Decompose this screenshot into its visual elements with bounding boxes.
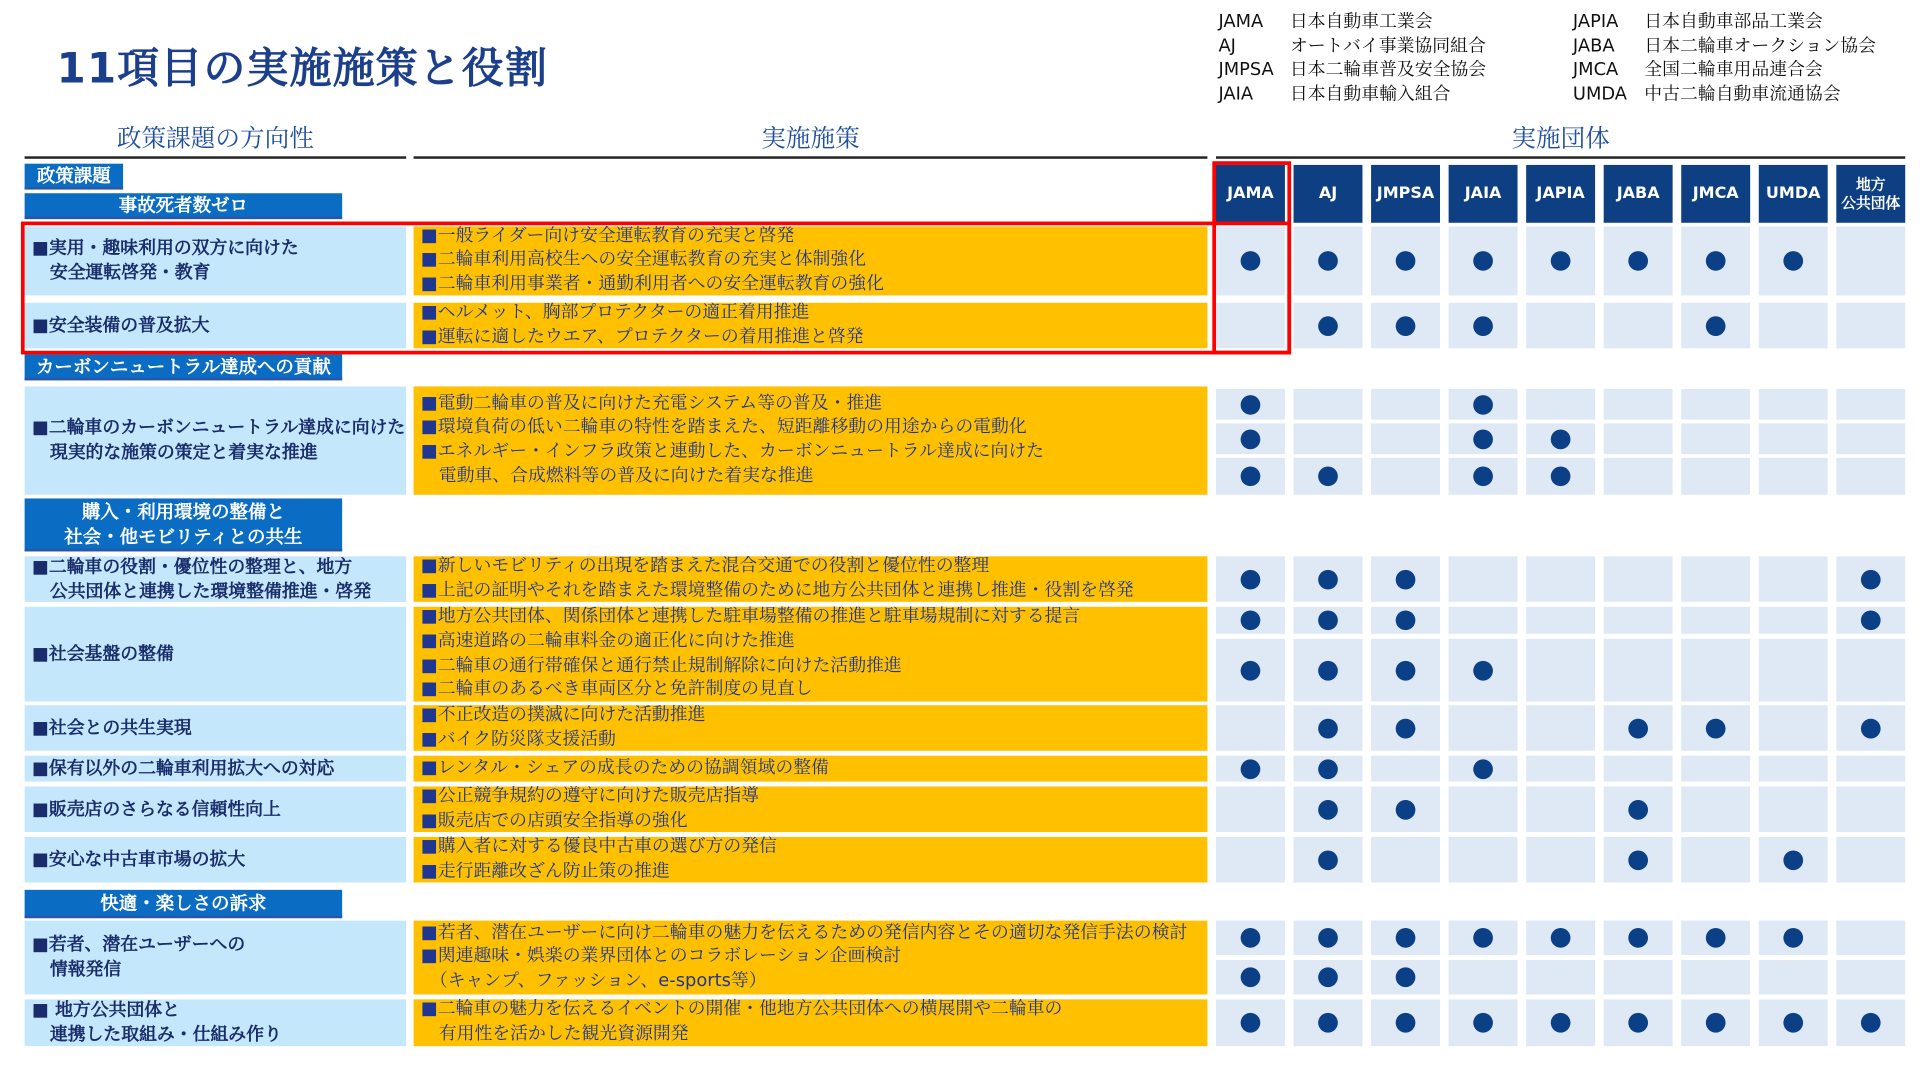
legend-name: 全国二輪車用品連合会 bbox=[1644, 60, 1823, 81]
participation-dot-icon bbox=[1473, 466, 1493, 486]
org-cell bbox=[1604, 837, 1673, 883]
org-cell bbox=[1371, 423, 1440, 454]
org-cell bbox=[1759, 921, 1828, 955]
measure-item: ■走行距離改ざん防止策の推進 bbox=[420, 860, 670, 881]
legend-name: 日本二輪車普及安全協会 bbox=[1289, 60, 1487, 81]
measures-cell bbox=[414, 226, 1208, 295]
participation-dot-icon bbox=[1318, 610, 1338, 630]
org-cell bbox=[1294, 423, 1363, 454]
org-cell bbox=[1836, 921, 1905, 955]
legend-item bbox=[1573, 59, 1876, 83]
org-cell bbox=[1294, 921, 1363, 955]
org-cell bbox=[1681, 458, 1750, 495]
participation-dot-icon bbox=[1783, 928, 1803, 948]
org-cell bbox=[1294, 705, 1363, 751]
org-cell bbox=[1836, 786, 1905, 832]
org-cell bbox=[1759, 226, 1828, 295]
legend-item bbox=[1218, 35, 1486, 59]
org-cell bbox=[1294, 389, 1363, 420]
measure-item: ■二輪車の魅力を伝えるイベントの開催・他地方公共団体への横展開や二輪車の 有用性を活かした観光資源開発 bbox=[420, 999, 1063, 1044]
divider bbox=[1216, 156, 1905, 158]
participation-dot-icon bbox=[1396, 569, 1416, 589]
measures-cell bbox=[414, 756, 1208, 782]
participation-dot-icon bbox=[1551, 928, 1571, 948]
org-cell bbox=[1759, 999, 1828, 1046]
measure-item: ■レンタル・シェアの成長のための協調領域の整備 bbox=[420, 757, 829, 778]
org-cell bbox=[1681, 607, 1750, 634]
divider bbox=[414, 156, 1208, 158]
org-cell bbox=[1681, 556, 1750, 602]
participation-dot-icon bbox=[1706, 316, 1726, 336]
org-header-jmca: JMCA bbox=[1681, 165, 1750, 223]
org-cell bbox=[1371, 837, 1440, 883]
legend-left bbox=[1218, 11, 1486, 107]
participation-dot-icon bbox=[1861, 610, 1881, 630]
participation-dot-icon bbox=[1628, 251, 1648, 271]
policy-row-label: ■販売店のさらなる信頼性向上 bbox=[25, 786, 407, 832]
participation-dot-icon bbox=[1396, 610, 1416, 630]
participation-dot-icon bbox=[1241, 759, 1261, 779]
legend-name: 日本自動車部品工業会 bbox=[1644, 12, 1823, 33]
legend-code: JMCA bbox=[1572, 60, 1619, 81]
org-cell bbox=[1371, 556, 1440, 602]
legend-item bbox=[1573, 11, 1876, 35]
org-cell bbox=[1681, 786, 1750, 832]
measure-item: ■関連趣味・娯楽の業界団体とのコラボレーション企画検討 （キャンプ、ファッション、e-sports等） bbox=[420, 946, 902, 991]
column-header-orgs: 実施団体 bbox=[1511, 123, 1610, 153]
org-cell bbox=[1449, 607, 1518, 634]
measures-cell bbox=[414, 607, 1208, 702]
org-cell bbox=[1836, 226, 1905, 295]
org-cell bbox=[1759, 837, 1828, 883]
org-cell bbox=[1604, 960, 1673, 994]
participation-dot-icon bbox=[1396, 1013, 1416, 1033]
participation-dot-icon bbox=[1783, 850, 1803, 870]
org-cell bbox=[1759, 458, 1828, 495]
participation-dot-icon bbox=[1241, 1013, 1261, 1033]
org-cell bbox=[1216, 458, 1285, 495]
measure-item: ■エネルギー・インフラ政策と連動した、カーボンニュートラル達成に向けた 電動車、合成燃料等の普及に向けた着実な推進 bbox=[420, 441, 1045, 486]
policy-row-label: ■安全装備の普及拡大 bbox=[25, 303, 407, 349]
participation-dot-icon bbox=[1396, 928, 1416, 948]
measure-item: ■環境負荷の低い二輪車の特性を踏まえた、短距離移動の用途からの電動化 bbox=[420, 417, 1027, 438]
org-cell bbox=[1836, 303, 1905, 349]
participation-dot-icon bbox=[1241, 251, 1261, 271]
org-cell bbox=[1294, 607, 1363, 634]
participation-dot-icon bbox=[1396, 251, 1416, 271]
org-cell bbox=[1836, 756, 1905, 782]
org-cell bbox=[1449, 389, 1518, 420]
org-cell bbox=[1681, 837, 1750, 883]
measure-item: ■上記の証明やそれを踏まえた環境整備のために地方公共団体と連携し推進・役割を啓発 bbox=[420, 580, 1134, 601]
org-cell bbox=[1759, 423, 1828, 454]
org-header-local-government: 地方 公共団体 bbox=[1836, 165, 1905, 223]
participation-dot-icon bbox=[1396, 967, 1416, 987]
org-cell bbox=[1449, 226, 1518, 295]
legend-item bbox=[1218, 11, 1486, 35]
legend-name: 日本自動車輸入組合 bbox=[1289, 84, 1451, 105]
org-cell bbox=[1836, 389, 1905, 420]
participation-dot-icon bbox=[1241, 569, 1261, 589]
org-cell bbox=[1526, 921, 1595, 955]
participation-dot-icon bbox=[1706, 1013, 1726, 1033]
legend-item bbox=[1218, 83, 1486, 107]
participation-dot-icon bbox=[1473, 251, 1493, 271]
participation-dot-icon bbox=[1318, 251, 1338, 271]
legend-code: JAIA bbox=[1218, 84, 1254, 105]
org-cell bbox=[1759, 556, 1828, 602]
org-cell bbox=[1371, 458, 1440, 495]
org-cell bbox=[1759, 303, 1828, 349]
policy-row-label: ■二輪車のカーボンニュートラル達成に向けた 現実的な施策の策定と着実な推進 bbox=[25, 386, 407, 494]
org-cell bbox=[1449, 423, 1518, 454]
org-cell bbox=[1604, 705, 1673, 751]
org-cell bbox=[1681, 423, 1750, 454]
measures-cell bbox=[414, 386, 1208, 494]
measure-item: ■地方公共団体、関係団体と連携した駐車場整備の推進と駐車場規制に対する提言 bbox=[420, 607, 1081, 627]
org-cell bbox=[1294, 458, 1363, 495]
org-cell bbox=[1371, 960, 1440, 994]
org-cell bbox=[1836, 960, 1905, 994]
column-header-measures: 実施施策 bbox=[761, 123, 860, 153]
participation-dot-icon bbox=[1396, 660, 1416, 680]
org-cell bbox=[1371, 226, 1440, 295]
org-cell bbox=[1371, 607, 1440, 634]
participation-dot-icon bbox=[1706, 718, 1726, 738]
participation-dot-icon bbox=[1396, 718, 1416, 738]
participation-dot-icon bbox=[1318, 466, 1338, 486]
policy-row-label: ■二輪車の役割・優位性の整理と、地方 公共団体と連携した環境整備推進・啓発 bbox=[25, 556, 407, 602]
org-cell bbox=[1294, 639, 1363, 702]
org-cell bbox=[1759, 960, 1828, 994]
org-cell bbox=[1759, 639, 1828, 702]
participation-dot-icon bbox=[1551, 251, 1571, 271]
measure-item: ■運転に適したウエア、プロテクターの着用推進と啓発 bbox=[420, 326, 864, 347]
measure-item: ■公正競争規約の遵守に向けた販売店指導 bbox=[420, 786, 760, 807]
org-cell bbox=[1759, 389, 1828, 420]
org-cell bbox=[1371, 921, 1440, 955]
org-cell bbox=[1604, 756, 1673, 782]
org-cell bbox=[1526, 389, 1595, 420]
org-cell bbox=[1294, 556, 1363, 602]
participation-dot-icon bbox=[1318, 799, 1338, 819]
org-cell bbox=[1604, 556, 1673, 602]
measure-item: ■一般ライダー向け安全運転教育の充実と啓発 bbox=[420, 225, 795, 246]
participation-dot-icon bbox=[1706, 251, 1726, 271]
org-cell bbox=[1216, 226, 1285, 295]
participation-dot-icon bbox=[1241, 466, 1261, 486]
participation-dot-icon bbox=[1241, 610, 1261, 630]
org-header-jama: JAMA bbox=[1216, 165, 1285, 223]
divider bbox=[25, 156, 407, 158]
org-cell bbox=[1216, 921, 1285, 955]
org-cell bbox=[1449, 999, 1518, 1046]
org-cell bbox=[1604, 303, 1673, 349]
org-cell bbox=[1526, 837, 1595, 883]
org-cell bbox=[1449, 556, 1518, 602]
org-header-jaia: JAIA bbox=[1449, 165, 1518, 223]
participation-dot-icon bbox=[1241, 660, 1261, 680]
org-cell bbox=[1526, 458, 1595, 495]
org-cell bbox=[1216, 423, 1285, 454]
org-cell bbox=[1371, 303, 1440, 349]
category-header: カーボンニュートラル達成への貢献 bbox=[25, 354, 343, 380]
participation-dot-icon bbox=[1318, 660, 1338, 680]
org-cell bbox=[1526, 639, 1595, 702]
policy-row-label: ■安心な中古車市場の拡大 bbox=[25, 837, 407, 883]
participation-dot-icon bbox=[1551, 466, 1571, 486]
participation-dot-icon bbox=[1241, 429, 1261, 449]
org-cell bbox=[1759, 607, 1828, 634]
org-cell bbox=[1681, 999, 1750, 1046]
org-cell bbox=[1371, 786, 1440, 832]
participation-dot-icon bbox=[1473, 759, 1493, 779]
org-cell bbox=[1604, 786, 1673, 832]
org-cell bbox=[1294, 960, 1363, 994]
org-cell bbox=[1526, 786, 1595, 832]
category-header: 快適・楽しさの訴求 bbox=[25, 890, 343, 918]
policy-row-label: ■社会基盤の整備 bbox=[25, 607, 407, 702]
org-cell bbox=[1604, 226, 1673, 295]
participation-dot-icon bbox=[1628, 718, 1648, 738]
org-cell bbox=[1216, 999, 1285, 1046]
org-cell bbox=[1449, 756, 1518, 782]
measure-item: ■新しいモビリティの出現を踏まえた混合交通での役割と優位性の整理 bbox=[420, 556, 990, 576]
org-header-jmpsa: JMPSA bbox=[1371, 165, 1440, 223]
participation-dot-icon bbox=[1396, 799, 1416, 819]
page-title: 11項目の実施施策と役割 bbox=[56, 44, 549, 94]
org-cell bbox=[1294, 226, 1363, 295]
org-cell bbox=[1216, 556, 1285, 602]
legend-item bbox=[1573, 83, 1876, 107]
org-cell bbox=[1216, 639, 1285, 702]
participation-dot-icon bbox=[1318, 316, 1338, 336]
org-cell bbox=[1604, 999, 1673, 1046]
participation-dot-icon bbox=[1628, 928, 1648, 948]
org-cell bbox=[1759, 705, 1828, 751]
org-cell bbox=[1526, 705, 1595, 751]
policy-row-label: ■若者、潜在ユーザーへの 情報発信 bbox=[25, 921, 407, 995]
participation-dot-icon bbox=[1318, 759, 1338, 779]
org-cell bbox=[1836, 837, 1905, 883]
measure-item: ■二輪車の通行帯確保と通行禁止規制解除に向けた活動推進 bbox=[420, 655, 902, 676]
legend-name: 日本自動車工業会 bbox=[1289, 12, 1433, 33]
org-cell bbox=[1836, 556, 1905, 602]
org-cell bbox=[1836, 705, 1905, 751]
legend-item bbox=[1218, 59, 1486, 83]
participation-dot-icon bbox=[1783, 1013, 1803, 1033]
participation-dot-icon bbox=[1318, 718, 1338, 738]
org-cell bbox=[1371, 639, 1440, 702]
measures-cell bbox=[414, 303, 1208, 349]
org-cell bbox=[1604, 423, 1673, 454]
org-cell bbox=[1604, 389, 1673, 420]
participation-dot-icon bbox=[1628, 799, 1648, 819]
participation-dot-icon bbox=[1241, 967, 1261, 987]
org-cell bbox=[1526, 960, 1595, 994]
participation-dot-icon bbox=[1861, 569, 1881, 589]
participation-dot-icon bbox=[1473, 394, 1493, 414]
org-cell bbox=[1294, 303, 1363, 349]
policy-row-label: ■社会との共生実現 bbox=[25, 705, 407, 751]
org-cell bbox=[1836, 607, 1905, 634]
measure-item: ■ヘルメット、胸部プロテクターの適正着用推進 bbox=[420, 302, 810, 323]
measure-item: ■バイク防災隊支援活動 bbox=[420, 729, 616, 749]
participation-dot-icon bbox=[1318, 928, 1338, 948]
measure-item: ■購入者に対する優良中古車の選び方の発信 bbox=[420, 836, 777, 857]
org-cell bbox=[1681, 639, 1750, 702]
org-cell bbox=[1836, 458, 1905, 495]
org-cell bbox=[1294, 786, 1363, 832]
org-cell bbox=[1294, 999, 1363, 1046]
org-cell bbox=[1371, 705, 1440, 751]
org-cell bbox=[1526, 556, 1595, 602]
org-cell bbox=[1449, 705, 1518, 751]
measures-cell bbox=[414, 556, 1208, 602]
org-cell bbox=[1681, 705, 1750, 751]
org-cell bbox=[1526, 423, 1595, 454]
legend-name: 中古二輪自動車流通協会 bbox=[1644, 84, 1841, 105]
measures-cell bbox=[414, 705, 1208, 751]
org-cell bbox=[1449, 960, 1518, 994]
participation-dot-icon bbox=[1551, 429, 1571, 449]
org-cell bbox=[1681, 756, 1750, 782]
participation-dot-icon bbox=[1551, 1013, 1571, 1033]
participation-dot-icon bbox=[1473, 928, 1493, 948]
org-header-aj: AJ bbox=[1294, 165, 1363, 223]
measures-cell bbox=[414, 921, 1208, 995]
org-cell bbox=[1836, 423, 1905, 454]
org-cell bbox=[1371, 389, 1440, 420]
org-cell bbox=[1294, 756, 1363, 782]
measures-cell bbox=[414, 837, 1208, 883]
org-cell bbox=[1449, 639, 1518, 702]
org-cell bbox=[1604, 607, 1673, 634]
policy-row-label: ■実用・趣味利用の双方に向けた 安全運転啓発・教育 bbox=[25, 226, 407, 295]
participation-dot-icon bbox=[1473, 316, 1493, 336]
participation-dot-icon bbox=[1318, 1013, 1338, 1033]
measures-cell bbox=[414, 786, 1208, 832]
legend-right bbox=[1573, 11, 1876, 107]
category-header: 購入・利用環境の整備と 社会・他モビリティとの共生 bbox=[25, 498, 343, 551]
legend-name: 日本二輪車オークション協会 bbox=[1644, 36, 1876, 57]
org-cell bbox=[1836, 639, 1905, 702]
org-cell bbox=[1604, 639, 1673, 702]
participation-dot-icon bbox=[1318, 569, 1338, 589]
org-cell bbox=[1681, 303, 1750, 349]
org-cell bbox=[1371, 756, 1440, 782]
org-cell bbox=[1216, 837, 1285, 883]
category-header: 事故死者数ゼロ bbox=[25, 193, 343, 219]
org-cell bbox=[1526, 756, 1595, 782]
org-cell bbox=[1681, 921, 1750, 955]
participation-dot-icon bbox=[1861, 1013, 1881, 1033]
participation-dot-icon bbox=[1318, 850, 1338, 870]
participation-dot-icon bbox=[1396, 316, 1416, 336]
org-cell bbox=[1294, 837, 1363, 883]
policy-row-label: ■ 地方公共団体と 連携した取組み・仕組み作り bbox=[25, 999, 407, 1046]
org-cell bbox=[1526, 303, 1595, 349]
legend-code: JAPIA bbox=[1572, 12, 1619, 33]
legend-code: JABA bbox=[1572, 36, 1615, 57]
measure-item: ■販売店での店頭安全指導の強化 bbox=[420, 810, 688, 831]
participation-dot-icon bbox=[1861, 718, 1881, 738]
org-cell bbox=[1449, 786, 1518, 832]
org-cell bbox=[1604, 458, 1673, 495]
org-cell bbox=[1836, 999, 1905, 1046]
org-cell bbox=[1604, 921, 1673, 955]
org-header-umda: UMDA bbox=[1759, 165, 1828, 223]
measure-item: ■二輪車のあるべき車両区分と免許制度の見直し bbox=[420, 679, 813, 700]
org-cell bbox=[1449, 458, 1518, 495]
org-cell bbox=[1526, 607, 1595, 634]
legend-code: JAMA bbox=[1218, 12, 1264, 33]
legend-code: JMPSA bbox=[1218, 60, 1274, 81]
legend-item bbox=[1573, 35, 1876, 59]
org-cell bbox=[1216, 756, 1285, 782]
org-cell bbox=[1681, 960, 1750, 994]
org-cell bbox=[1216, 303, 1285, 349]
org-cell bbox=[1216, 389, 1285, 420]
org-cell bbox=[1759, 786, 1828, 832]
org-header-japia: JAPIA bbox=[1526, 165, 1595, 223]
org-cell bbox=[1216, 607, 1285, 634]
measures-cell bbox=[414, 999, 1208, 1046]
participation-dot-icon bbox=[1628, 1013, 1648, 1033]
org-cell bbox=[1759, 756, 1828, 782]
legend-code: UMDA bbox=[1572, 84, 1628, 105]
legend-code: AJ bbox=[1218, 36, 1236, 57]
org-cell bbox=[1681, 226, 1750, 295]
participation-dot-icon bbox=[1473, 660, 1493, 680]
org-cell bbox=[1371, 999, 1440, 1046]
policy-tag: 政策課題 bbox=[25, 164, 123, 190]
org-cell bbox=[1216, 960, 1285, 994]
measure-item: ■不正改造の撲滅に向けた活動推進 bbox=[420, 705, 706, 725]
column-header-policy: 政策課題の方向性 bbox=[116, 123, 314, 153]
participation-dot-icon bbox=[1318, 967, 1338, 987]
org-cell bbox=[1216, 705, 1285, 751]
participation-dot-icon bbox=[1241, 394, 1261, 414]
participation-dot-icon bbox=[1473, 1013, 1493, 1033]
measure-item: ■二輪車利用事業者・通勤利用者への安全運転教育の強化 bbox=[420, 274, 884, 294]
org-cell bbox=[1526, 999, 1595, 1046]
participation-dot-icon bbox=[1473, 429, 1493, 449]
participation-dot-icon bbox=[1783, 251, 1803, 271]
legend-name: オートバイ事業協同組合 bbox=[1289, 36, 1486, 57]
participation-dot-icon bbox=[1706, 928, 1726, 948]
org-header-jaba: JABA bbox=[1604, 165, 1673, 223]
org-cell bbox=[1449, 921, 1518, 955]
org-cell bbox=[1681, 389, 1750, 420]
org-cell bbox=[1449, 837, 1518, 883]
measure-item: ■若者、潜在ユーザーに向け二輪車の魅力を伝えるための発信内容とその適切な発信手法の検討 bbox=[420, 922, 1188, 943]
participation-dot-icon bbox=[1628, 850, 1648, 870]
participation-dot-icon bbox=[1241, 928, 1261, 948]
org-cell bbox=[1526, 226, 1595, 295]
org-cell bbox=[1216, 786, 1285, 832]
measure-item: ■二輪車利用高校生への安全運転教育の充実と体制強化 bbox=[420, 250, 867, 270]
policy-row-label: ■保有以外の二輪車利用拡大への対応 bbox=[25, 756, 407, 782]
measure-item: ■電動二輪車の普及に向けた充電システム等の普及・推進 bbox=[420, 393, 883, 414]
org-cell bbox=[1449, 303, 1518, 349]
measure-item: ■高速道路の二輪車料金の適正化に向けた推進 bbox=[420, 631, 795, 651]
